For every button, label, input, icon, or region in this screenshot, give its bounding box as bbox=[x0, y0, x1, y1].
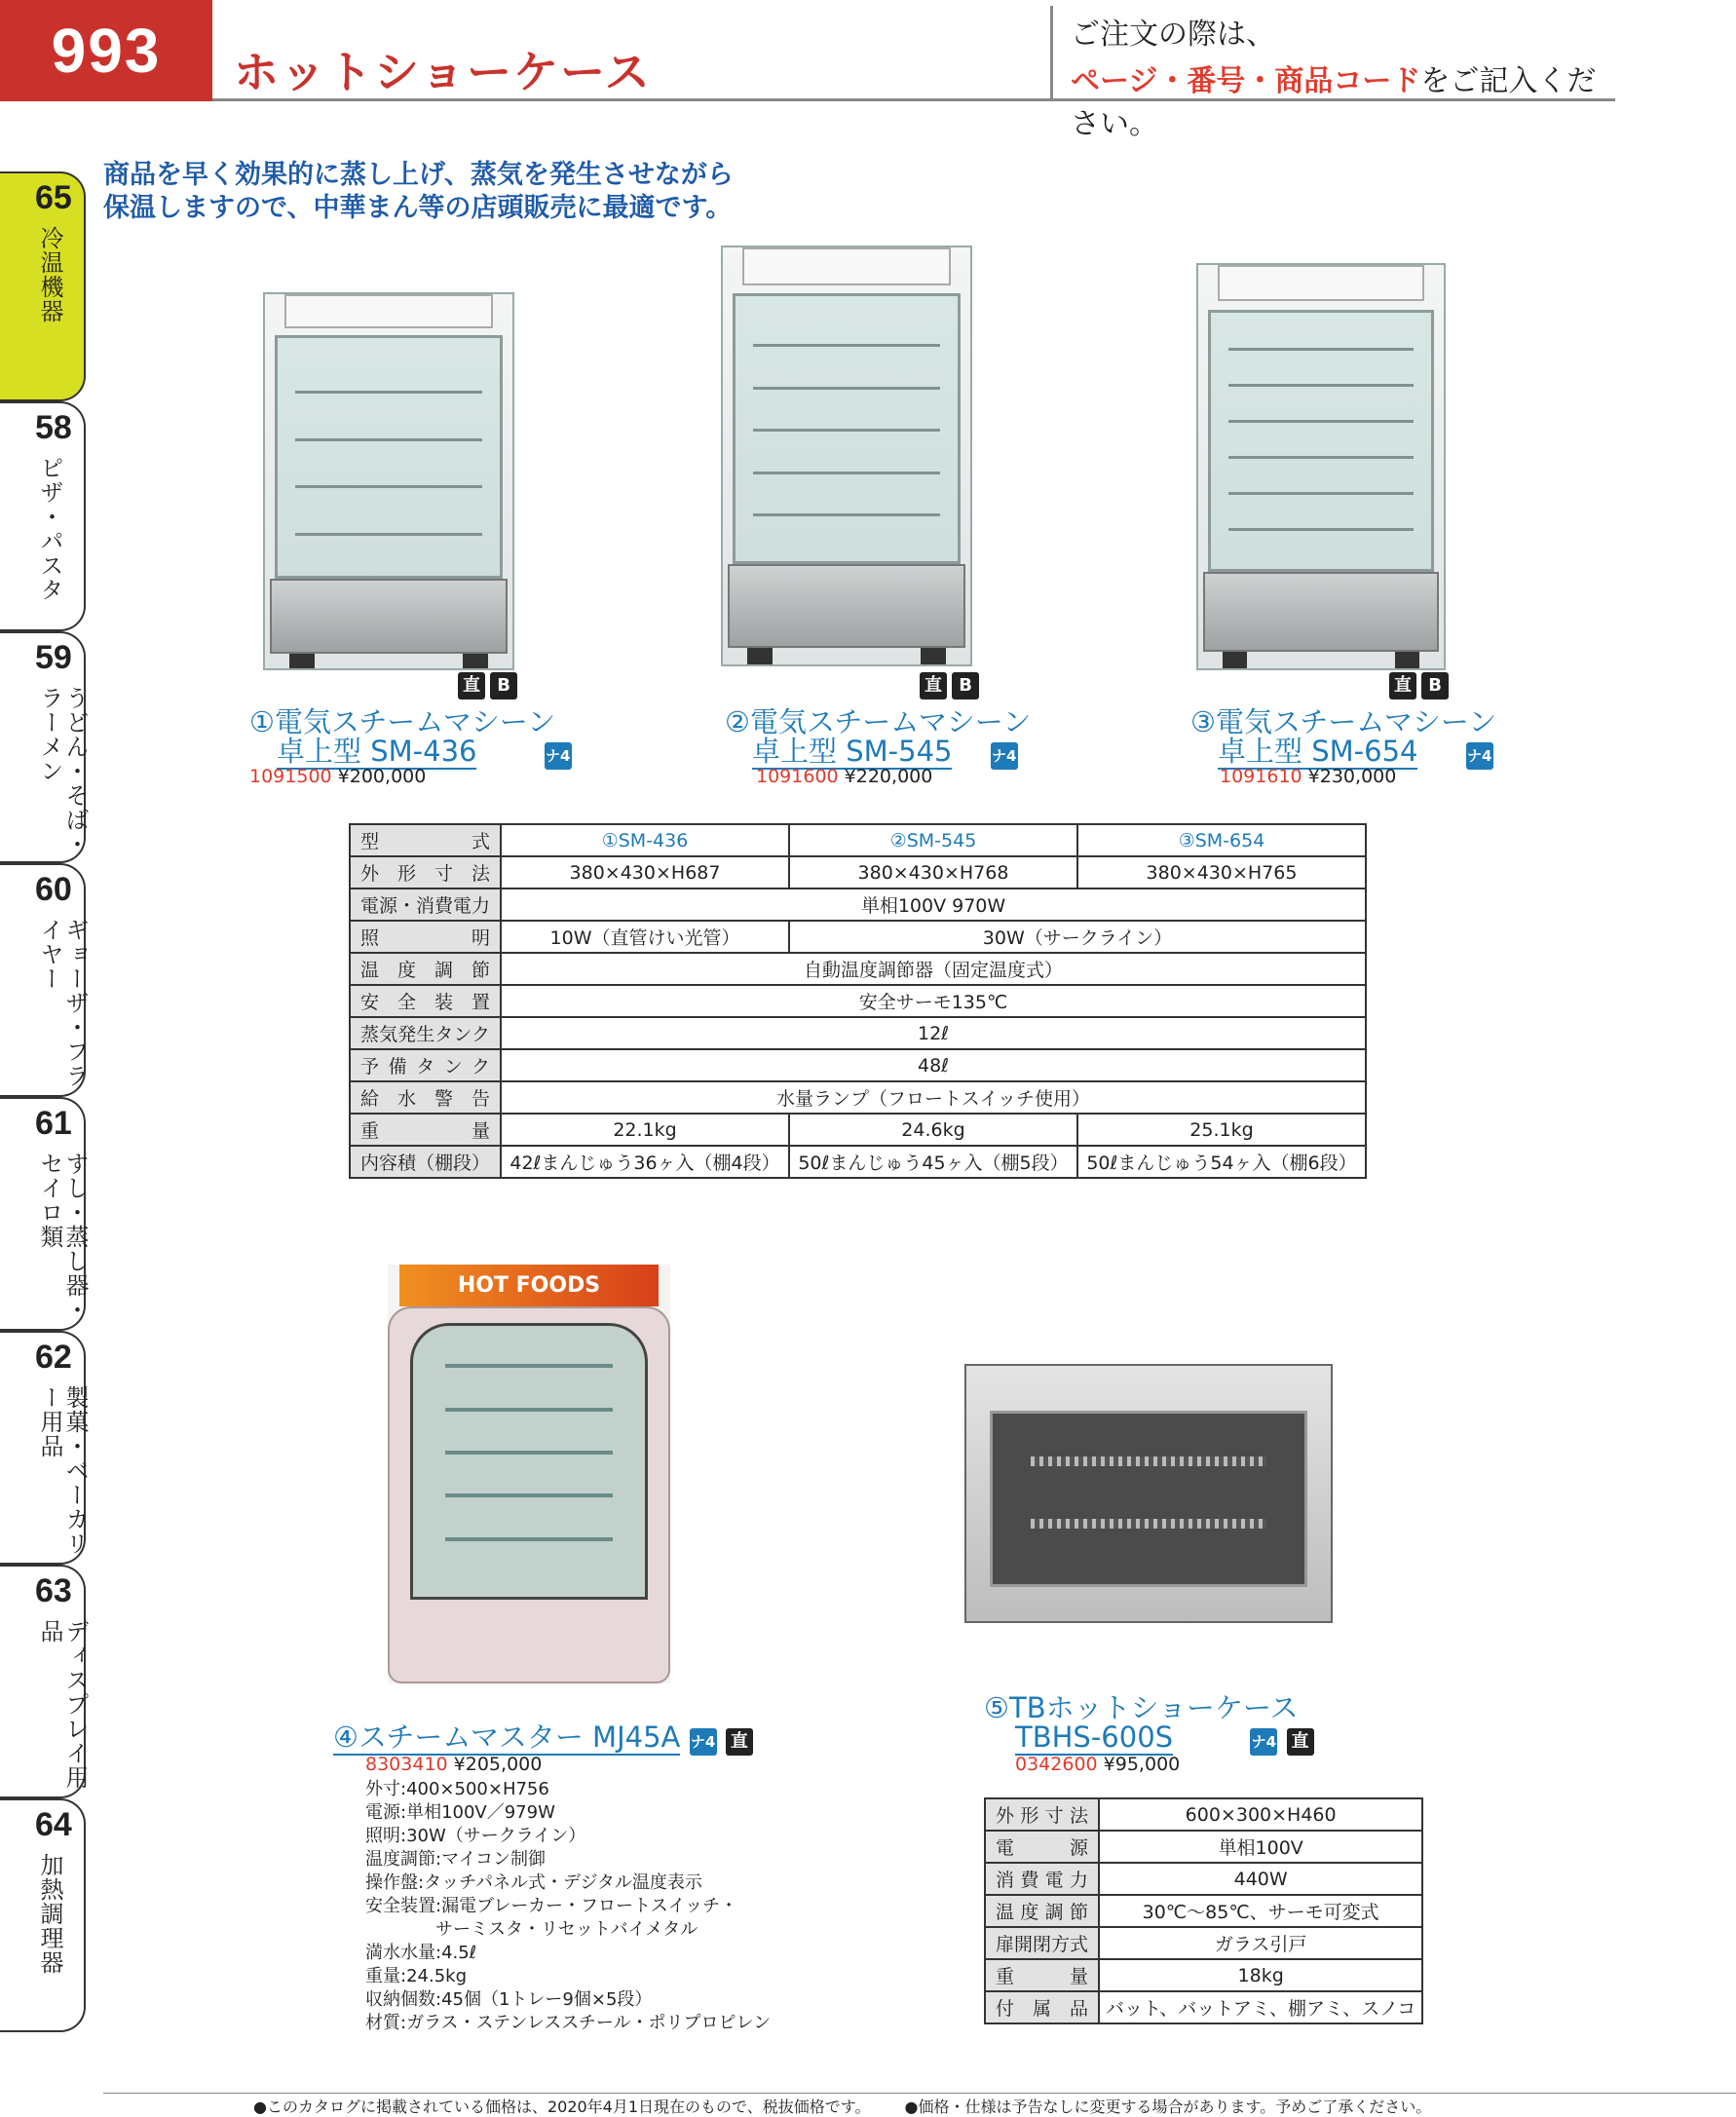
order-note bbox=[1050, 6, 1615, 141]
side-tab-number: 58 bbox=[35, 409, 72, 446]
side-tab-label: ギョーザ・フライヤー bbox=[36, 918, 89, 1088]
side-tab-label: ピザ・パスタ bbox=[36, 456, 63, 602]
spec-line: 重量:24.5kg bbox=[365, 1966, 467, 1986]
side-tab-label: 加熱調理器 bbox=[36, 1853, 63, 1975]
side-tab-label: 冷温機器 bbox=[36, 226, 63, 323]
product-image-sm545 bbox=[721, 246, 972, 666]
spec-line: 満水水量:4.5ℓ bbox=[365, 1943, 477, 1963]
na-icon: ナ4 bbox=[690, 1728, 717, 1756]
spec-line: 温度調節:マイコン制御 bbox=[365, 1849, 546, 1870]
side-tab-62[interactable] bbox=[0, 1331, 89, 1565]
table-row: 重量 18kg bbox=[985, 1959, 1422, 1991]
side-tab-label: すし・蒸し器・セイロ類 bbox=[36, 1152, 89, 1322]
box-icon: 直 bbox=[1287, 1728, 1314, 1756]
product-title: ②電気スチームマシーン bbox=[725, 705, 1032, 738]
product-price-2 bbox=[756, 766, 932, 787]
table-row: 重量 22.1kg 24.6kg 25.1kg bbox=[350, 1114, 1366, 1146]
product-caption-4 bbox=[333, 1722, 753, 1756]
product-price: ¥205,000 bbox=[453, 1754, 543, 1775]
side-tab-number: 59 bbox=[35, 639, 72, 676]
side-tab-number: 60 bbox=[35, 871, 72, 908]
product-price: ¥230,000 bbox=[1307, 766, 1397, 787]
page-number: 993 bbox=[0, 0, 212, 101]
product-icons-2 bbox=[920, 672, 979, 699]
product-image-mj45a bbox=[388, 1265, 670, 1683]
table-row: 照明 10W（直管けい光管） 30W（サークライン） bbox=[350, 921, 1366, 953]
product-model: 卓上型 SM-654 bbox=[1218, 735, 1418, 768]
product-code: 8303410 bbox=[365, 1754, 448, 1775]
spec-line: 材質:ガラス・ステンレススチール・ポリプロピレン bbox=[365, 2013, 772, 2033]
product-icons-1 bbox=[458, 672, 517, 699]
side-tab-58[interactable] bbox=[0, 401, 86, 631]
footer-note-2: ●価格・仕様は予告なしに変更する場合があります。予めご了承ください。 bbox=[904, 2098, 1432, 2116]
footer-notes bbox=[253, 2095, 1431, 2117]
side-tab-label: ディスプレイ用品 bbox=[36, 1619, 89, 1790]
product-price-5 bbox=[1015, 1754, 1180, 1775]
product-title: ④スチームマスター MJ45A bbox=[333, 1720, 681, 1754]
box-icon: 直 bbox=[1389, 672, 1416, 699]
side-tab-label: 製菓・ベーカリー用品 bbox=[36, 1385, 89, 1556]
product-title: ③電気スチームマシーン bbox=[1190, 705, 1497, 738]
product-price: ¥95,000 bbox=[1103, 1754, 1181, 1775]
side-tab-59[interactable] bbox=[0, 631, 89, 863]
footer-note-1: ●このカタログに掲載されている価格は、2020年4月1日現在のもので、税抜価格です。 bbox=[253, 2098, 871, 2116]
box-icon: 直 bbox=[920, 672, 947, 699]
b-icon: B bbox=[490, 672, 517, 699]
table-row: 内容積（棚段） 42ℓまんじゅう36ヶ入（棚4段） 50ℓまんじゅう45ヶ入（棚5段） 50ℓまんじゅう54ヶ入（棚6段） bbox=[350, 1146, 1366, 1178]
spec-line: 操作盤:タッチパネル式・デジタル温度表示 bbox=[365, 1872, 702, 1893]
product-code: 0342600 bbox=[1015, 1754, 1098, 1775]
na-icon: ナ4 bbox=[545, 742, 572, 770]
product-title: ①電気スチームマシーン bbox=[249, 705, 556, 738]
table-row: 蒸気発生タンク 12ℓ bbox=[350, 1017, 1366, 1049]
side-tab-label: うどん・そば・ラーメン bbox=[36, 686, 89, 856]
table-row: 給水警告 水量ランプ（フロートスイッチ使用） bbox=[350, 1081, 1366, 1114]
table-row: 外形寸法 380×430×H687 380×430×H768 380×430×H765 bbox=[350, 856, 1366, 888]
product-caption-1 bbox=[249, 707, 572, 770]
spec-line: 照明:30W（サークライン） bbox=[365, 1826, 586, 1846]
product-caption-2 bbox=[725, 707, 1031, 770]
order-note-highlight: ページ・番号・商品コード bbox=[1071, 64, 1421, 98]
side-tab-63[interactable] bbox=[0, 1565, 89, 1798]
box-icon: 直 bbox=[458, 672, 485, 699]
product-model: 卓上型 SM-545 bbox=[752, 735, 953, 768]
spec-line: 電源:単相100V／979W bbox=[365, 1802, 555, 1823]
table-row: 扉開閉方式 ガラス引戸 bbox=[985, 1927, 1422, 1959]
product-code: 1091610 bbox=[1220, 766, 1302, 787]
table-row: 温度調節 自動温度調節器（固定温度式） bbox=[350, 953, 1366, 985]
box-icon: 直 bbox=[726, 1728, 753, 1756]
side-tab-65[interactable] bbox=[0, 171, 86, 401]
side-tab-number: 64 bbox=[35, 1806, 72, 1843]
table-row: 消費電力 440W bbox=[985, 1863, 1422, 1895]
product-image-sm654 bbox=[1196, 263, 1446, 670]
side-tab-64[interactable] bbox=[0, 1798, 86, 2032]
product-icons-3 bbox=[1389, 672, 1449, 699]
spec-line: 収納個数:45個（1トレー9個×5段） bbox=[365, 1989, 653, 2010]
na-icon: ナ4 bbox=[1466, 742, 1493, 770]
spec-table-tbhs bbox=[984, 1797, 1423, 2024]
product-caption-5 bbox=[984, 1693, 1314, 1756]
spec-table-sm bbox=[349, 823, 1367, 1179]
intro-line1: 商品を早く効果的に蒸し上げ、蒸気を発生させながら bbox=[103, 160, 734, 190]
b-icon: B bbox=[952, 672, 979, 699]
side-tab-61[interactable] bbox=[0, 1097, 89, 1331]
product-code: 1091600 bbox=[756, 766, 839, 787]
side-tab-number: 61 bbox=[35, 1105, 72, 1142]
product-caption-3 bbox=[1190, 707, 1496, 770]
page-title: ホットショーケース bbox=[234, 46, 652, 98]
table-row: 型式 ①SM-436 ②SM-545 ③SM-654 bbox=[350, 824, 1366, 856]
product-price: ¥200,000 bbox=[337, 766, 427, 787]
intro-line2: 保温しますので、中華まん等の店頭販売に最適です。 bbox=[103, 193, 733, 223]
table-row: 付属品 バット、バットアミ、棚アミ、スノコ bbox=[985, 1991, 1422, 2023]
table-row: 外形寸法 600×300×H460 bbox=[985, 1798, 1422, 1831]
na-icon: ナ4 bbox=[991, 742, 1018, 770]
spec-line: 外寸:400×500×H756 bbox=[365, 1779, 549, 1799]
b-icon: B bbox=[1421, 672, 1449, 699]
spec-line: サーミスタ・リセットバイメタル bbox=[365, 1919, 698, 1940]
product-code: 1091500 bbox=[249, 766, 332, 787]
table-row: 安全装置 安全サーモ135℃ bbox=[350, 985, 1366, 1017]
mj45a-spec-list bbox=[365, 1778, 771, 2035]
product-image-tbhs600s bbox=[964, 1364, 1333, 1623]
product-price: ¥220,000 bbox=[844, 766, 933, 787]
side-tab-number: 65 bbox=[35, 179, 72, 216]
hot-foods-sign: HOT FOODS bbox=[399, 1265, 660, 1306]
intro-text bbox=[103, 159, 734, 225]
order-note-line2 bbox=[1071, 57, 1615, 142]
side-tab-60[interactable] bbox=[0, 863, 89, 1097]
product-model: TBHS-600S bbox=[1015, 1720, 1174, 1754]
side-tab-number: 62 bbox=[35, 1339, 72, 1376]
order-note-tail: をご記入ください。 bbox=[1071, 64, 1597, 141]
table-row: 電源・消費電力 単相100V 970W bbox=[350, 888, 1366, 921]
spec-line: 安全装置:漏電ブレーカー・フロートスイッチ・ bbox=[365, 1896, 738, 1916]
product-price-4 bbox=[365, 1754, 542, 1775]
na-icon: ナ4 bbox=[1250, 1728, 1277, 1756]
table-row: 予備タンク 48ℓ bbox=[350, 1049, 1366, 1081]
product-image-sm436 bbox=[263, 292, 514, 670]
product-title: ⑤TBホットショーケース bbox=[984, 1691, 1299, 1724]
product-price-1 bbox=[249, 766, 426, 787]
product-model: 卓上型 SM-436 bbox=[277, 735, 477, 768]
side-tab-number: 63 bbox=[35, 1572, 72, 1609]
footer-divider bbox=[103, 2093, 1736, 2094]
order-note-line1: ご注文の際は、 bbox=[1071, 18, 1275, 52]
table-row: 電源 単相100V bbox=[985, 1831, 1422, 1863]
product-price-3 bbox=[1220, 766, 1396, 787]
table-row: 温度調節 30℃〜85℃、サーモ可変式 bbox=[985, 1895, 1422, 1927]
